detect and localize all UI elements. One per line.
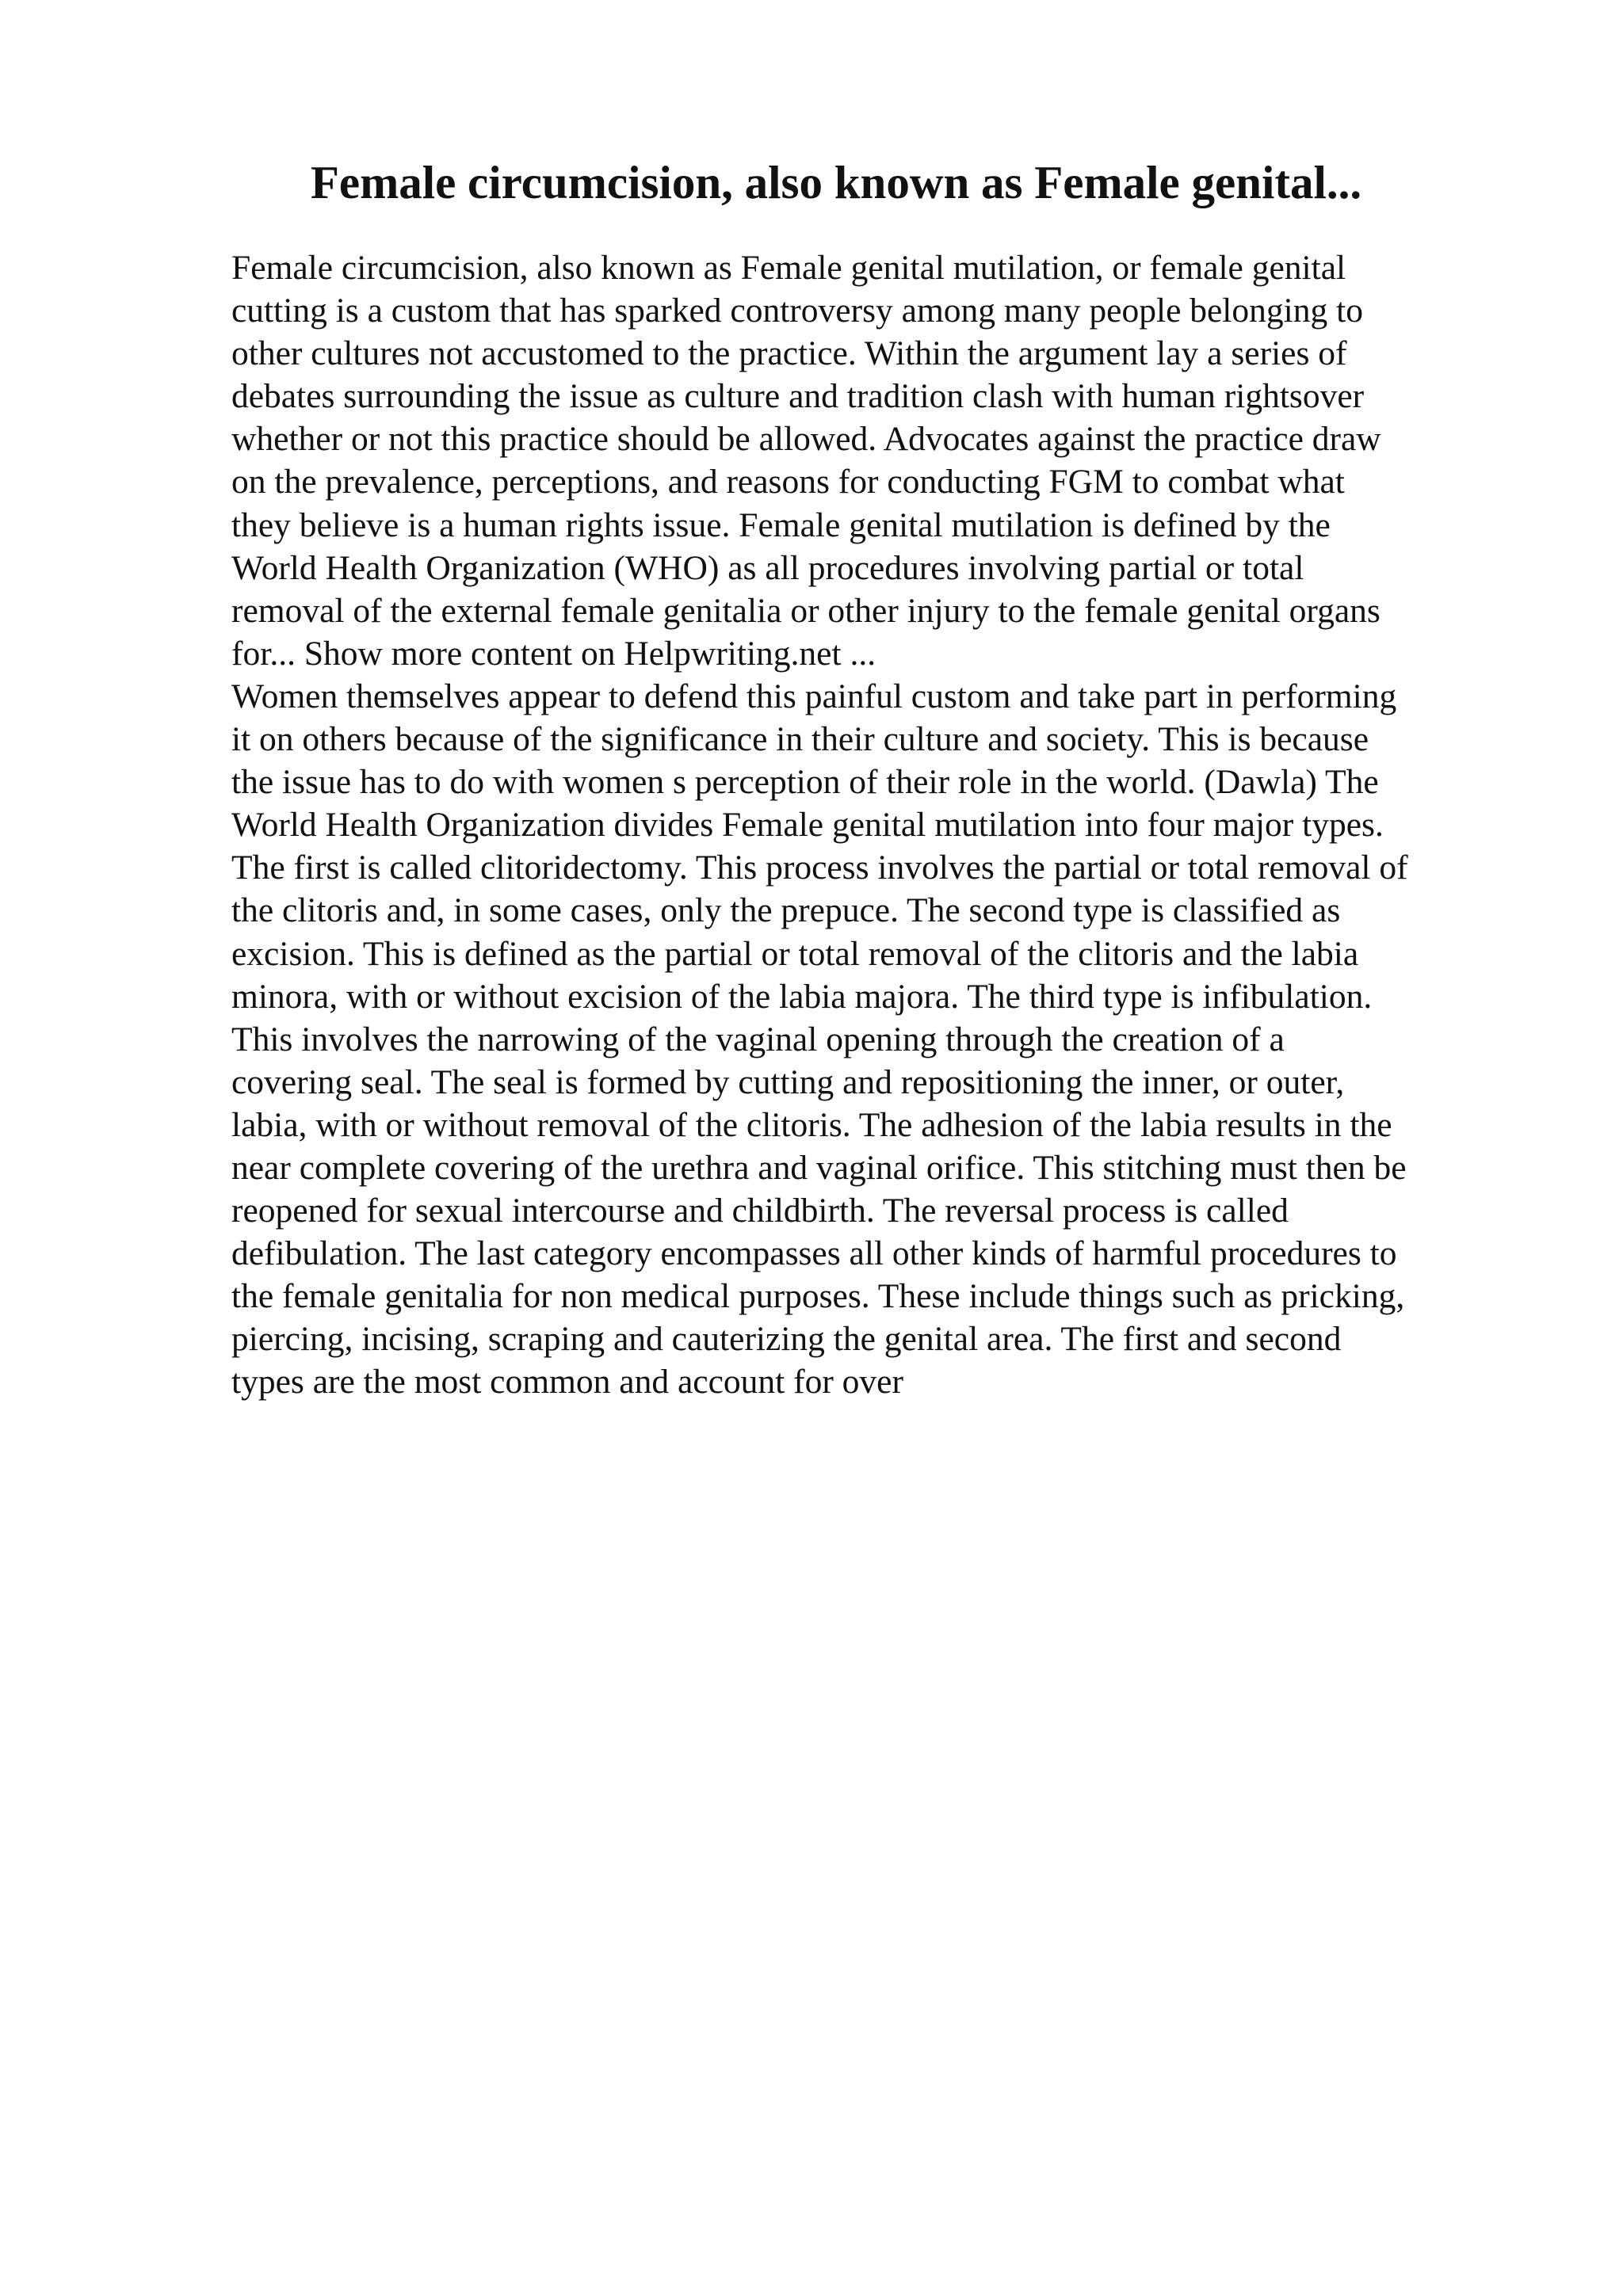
body-line-2: cutting is a custom that has sparked controversy among many people belonging to xyxy=(231,292,1363,330)
body-line-11: Women themselves appear to defend this painful custom and take part in performing xyxy=(231,677,1397,715)
body-line-27: types are the most common and account for over xyxy=(231,1363,903,1402)
body-line-14: World Health Organization divides Female genital mutilation into four major types. xyxy=(231,806,1384,845)
body-line-12: it on others because of the significance in their culture and society. This is because xyxy=(231,720,1369,759)
body-line-6: on the prevalence, perceptions, and reasons for conducting FGM to combat what xyxy=(231,463,1345,502)
body-line-7: they believe is a human rights issue. Female genital mutilation is defined by the xyxy=(231,505,1331,544)
body-line-19: This involves the narrowing of the vaginal opening through the creation of a xyxy=(231,1020,1285,1058)
document-body xyxy=(231,246,1507,1404)
body-line-17: excision. This is defined as the partial or total removal of the clitoris and the labia xyxy=(231,934,1359,973)
document-title: Female circumcision, also known as Female genital... xyxy=(310,156,1362,208)
body-line-23: reopened for sexual intercourse and childbirth. The reversal process is called xyxy=(231,1192,1289,1230)
body-line-4: debates surrounding the issue as culture and tradition clash with human rightsover xyxy=(231,377,1365,416)
body-line-1: Female circumcision, also known as Female genital mutilation, or female genital xyxy=(231,249,1346,287)
body-line-26: piercing, incising, scraping and cauterizing the genital area. The first and second xyxy=(231,1320,1342,1359)
body-line-15: The first is called clitoridectomy. This process involves the partial or total removal of xyxy=(231,849,1408,887)
body-line-20: covering seal. The seal is formed by cutting and repositioning the inner, or outer, xyxy=(231,1062,1345,1101)
body-line-24: defibulation. The last category encompasses all other kinds of harmful procedures to xyxy=(231,1234,1397,1273)
body-line-10: for... Show more content on Helpwriting.net ... xyxy=(231,634,876,673)
body-line-9: removal of the external female genitalia or other injury to the female genital organs xyxy=(231,591,1381,630)
body-line-25: the female genitalia for non medical purposes. These include things such as pricking, xyxy=(231,1277,1405,1316)
body-line-18: minora, with or without excision of the labia majora. The third type is infibulation. xyxy=(231,977,1373,1016)
body-line-8: World Health Organization (WHO) as all procedures involving partial or total xyxy=(231,548,1304,587)
body-line-5: whether or not this practice should be allowed. Advocates against the practice draw xyxy=(231,420,1381,459)
body-line-13: the issue has to do with women s perception of their role in the world. (Dawla) The xyxy=(231,763,1379,802)
body-line-3: other cultures not accustomed to the practice. Within the argument lay a series of xyxy=(231,334,1347,373)
body-line-21: labia, with or without removal of the clitoris. The adhesion of the labia results in the xyxy=(231,1105,1392,1144)
body-line-22: near complete covering of the urethra and vaginal orifice. This stitching must then be xyxy=(231,1148,1407,1187)
body-line-16: the clitoris and, in some cases, only the prepuce. The second type is classified as xyxy=(231,891,1341,930)
